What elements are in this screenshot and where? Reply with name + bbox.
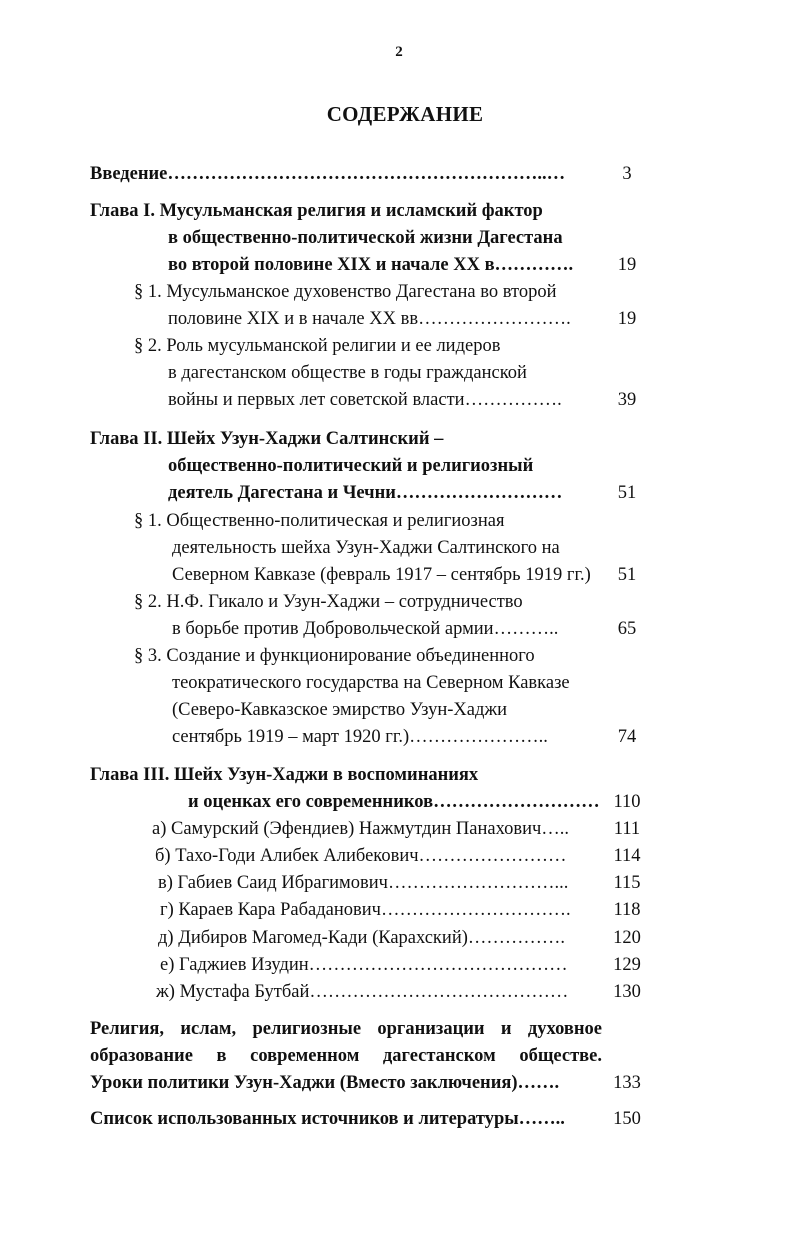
toc-list-item: ж) Мустафа Бутбай…………………………………… (156, 982, 569, 1002)
toc-page-number: 51 (617, 483, 637, 503)
section-line: § 2. Роль мусульманской религии и ее лидеров (134, 336, 501, 356)
toc-page-number: 118 (613, 900, 641, 920)
section-line: половине XIX и в начале XX вв……………………. (168, 309, 571, 329)
conclusion-line: образование в современном дагестанском обществе. (90, 1046, 602, 1066)
toc-page-number: 19 (617, 309, 637, 329)
toc-page-number: 114 (613, 846, 641, 866)
chapter-heading-line: деятель Дагестана и Чечни……………………… (168, 483, 563, 503)
toc-page-number: 51 (617, 565, 637, 585)
page-title: СОДЕРЖАНИЕ (326, 102, 484, 126)
section-line: § 2. Н.Ф. Гикало и Узун-Хаджи – сотрудничество (134, 592, 523, 612)
toc-list-item: д) Дибиров Магомед-Кади (Карахский)……………. (158, 928, 565, 948)
toc-page-number: 19 (617, 255, 637, 275)
toc-list-item: б) Тахо-Годи Алибек Алибекович…………………… (155, 846, 567, 866)
toc-page-number: 129 (613, 955, 641, 975)
conclusion-line: Религия, ислам, религиозные организации и духовное (90, 1019, 602, 1039)
toc-page-number: 115 (613, 873, 641, 893)
chapter-heading-line: и оценках его современников……………………… (188, 792, 600, 812)
toc-entry-text: Список использованных источников и литературы…….. (90, 1109, 565, 1129)
toc-page-number: 3 (622, 164, 632, 184)
toc-page-number: 65 (617, 619, 637, 639)
section-line: § 1. Мусульманское духовенство Дагестана во второй (134, 282, 557, 302)
section-line: § 1. Общественно-политическая и религиозная (134, 511, 505, 531)
toc-page-number: 120 (613, 928, 641, 948)
toc-list-item: е) Гаджиев Изудин…………………………………… (160, 955, 568, 975)
section-line: (Северо-Кавказское эмирство Узун-Хаджи (172, 700, 508, 720)
toc-page-number: 111 (613, 819, 641, 839)
section-line: сентябрь 1919 – март 1920 гг.)………………….. (172, 727, 548, 747)
toc-page-number: 39 (617, 390, 637, 410)
section-line: войны и первых лет советской власти……………. (168, 390, 562, 410)
toc-page-number: 110 (613, 792, 641, 812)
section-line: § 3. Создание и функционирование объединенного (134, 646, 535, 666)
chapter-heading-line: общественно-политический и религиозный (168, 456, 534, 476)
toc-page-number: 133 (613, 1073, 641, 1093)
toc-list-item: в) Габиев Саид Ибрагимович………………………... (158, 873, 569, 893)
conclusion-line: Уроки политики Узун-Хаджи (Вместо заключения)……. (90, 1073, 560, 1093)
toc-page-number: 150 (613, 1109, 641, 1129)
chapter-heading-line: Глава II. Шейх Узун-Хаджи Салтинский – (90, 429, 444, 449)
toc-page-number: 74 (617, 727, 637, 747)
toc-entry-text: Введение……………………………………………………..… (90, 164, 566, 184)
section-line: Северном Кавказе (февраль 1917 – сентябрь 1919 гг.) (172, 565, 591, 585)
chapter-heading-line: Глава I. Мусульманская религия и исламский фактор (90, 201, 543, 221)
chapter-heading-line: в общественно-политической жизни Дагестана (168, 228, 563, 248)
page-number: 2 (395, 44, 403, 60)
section-line: деятельность шейха Узун-Хаджи Салтинского на (172, 538, 560, 558)
toc-list-item: а) Самурский (Эфендиев) Нажмутдин Панахович….. (152, 819, 570, 839)
toc-list-item: г) Караев Кара Рабаданович…………………………. (160, 900, 571, 920)
chapter-heading-line: Глава III. Шейх Узун-Хаджи в воспоминаниях (90, 765, 479, 785)
section-line: в дагестанском обществе в годы гражданской (168, 363, 527, 383)
section-line: в борьбе против Добровольческой армии……….. (172, 619, 559, 639)
section-line: теократического государства на Северном Кавказе (172, 673, 570, 693)
toc-page-number: 130 (613, 982, 641, 1002)
chapter-heading-line: во второй половине XIX и начале XX в…………. (168, 255, 574, 275)
